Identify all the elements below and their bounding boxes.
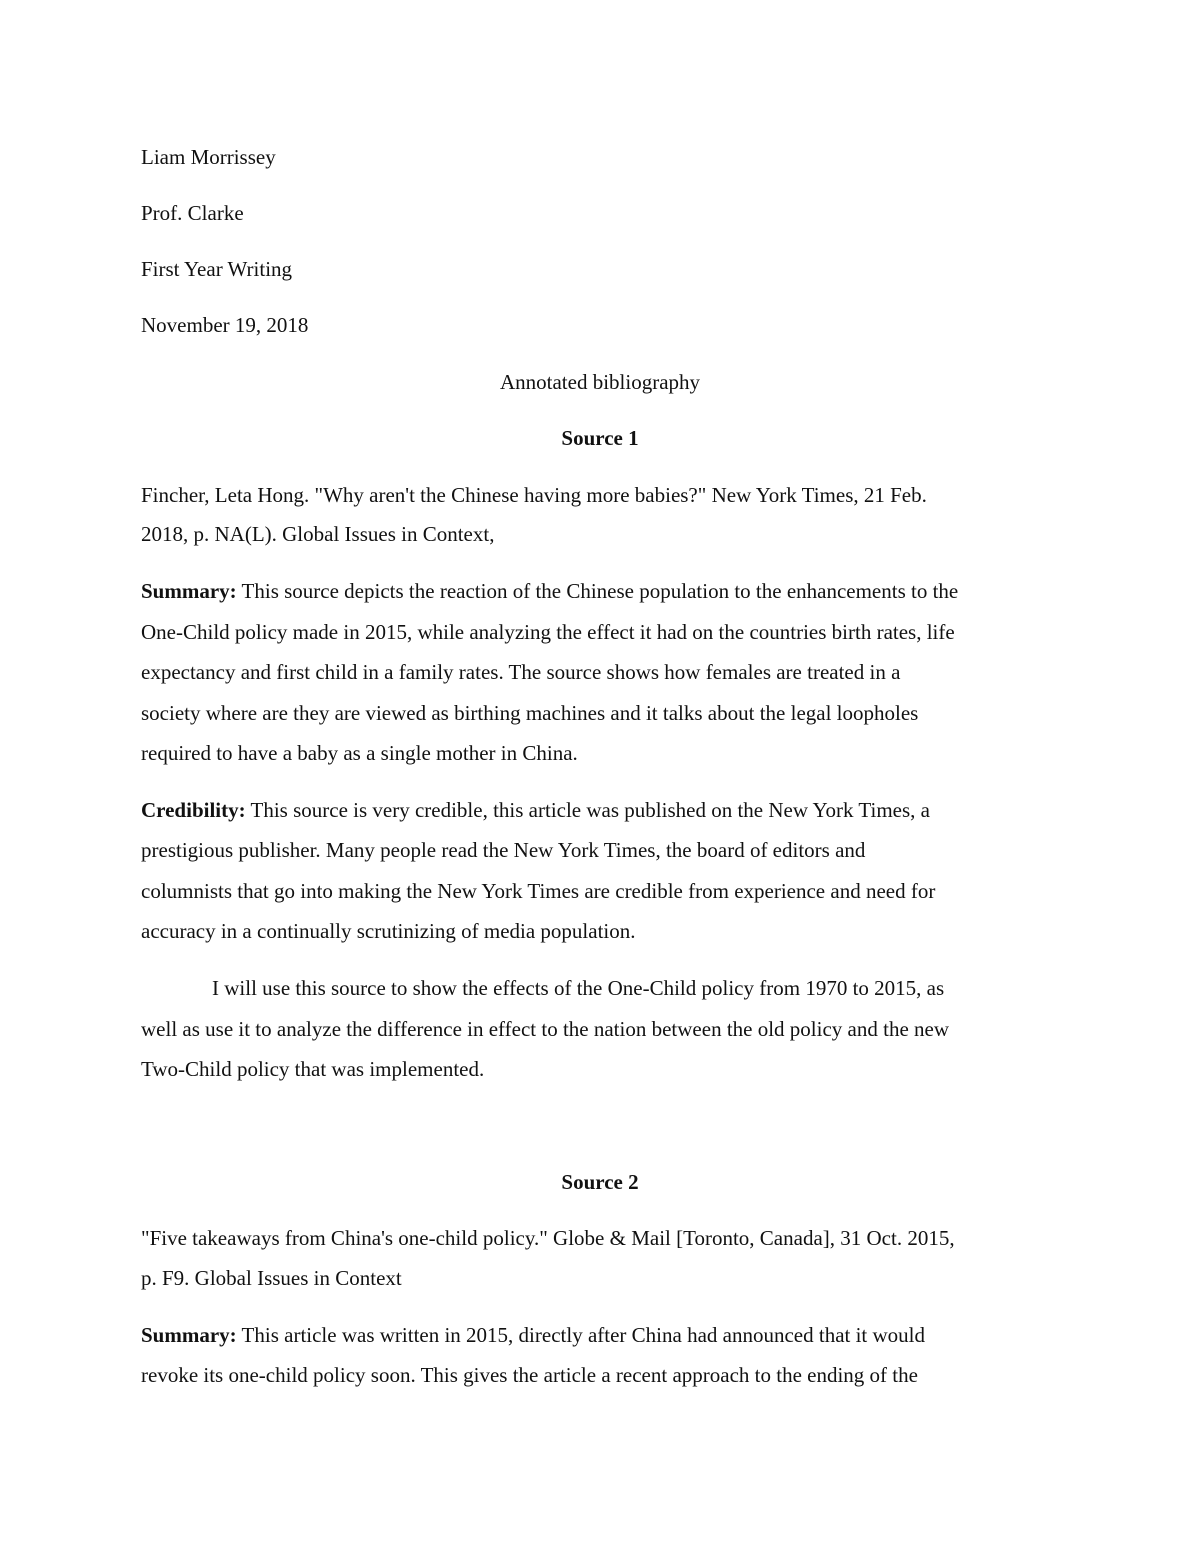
- source-1-heading: Source 1: [561, 426, 639, 450]
- document-title: Annotated bibliography: [499, 370, 701, 394]
- source-1-citation-line: 2018, p. NA(L). Global Issues in Context,: [141, 522, 495, 546]
- source-2-citation-line: "Five takeaways from China's one-child policy." Globe & Mail [Toronto, Canada], 31 Oct. 2015,: [141, 1226, 955, 1250]
- source-1-credibility-line: [141, 796, 930, 824]
- summary-label: Summary:: [141, 579, 237, 603]
- professor-name: Prof. Clarke: [141, 201, 244, 225]
- source-1-usage-line: I will use this source to show the effects of the One-Child policy from 1970 to 2015, as: [212, 976, 945, 1000]
- credibility-label: Credibility:: [141, 798, 246, 822]
- summary-text: This source depicts the reaction of the Chinese population to the enhancements to the: [236, 579, 959, 603]
- source-1-summary-line: [141, 577, 958, 605]
- source-1-citation-line: Fincher, Leta Hong. "Why aren't the Chinese having more babies?" New York Times, 21 Feb.: [141, 483, 927, 507]
- source-1-usage-line: well as use it to analyze the difference in effect to the nation between the old policy and the new: [141, 1017, 950, 1041]
- source-1-credibility-line: columnists that go into making the New York Times are credible from experience and need for: [141, 879, 936, 903]
- source-1-credibility-line: prestigious publisher. Many people read the New York Times, the board of editors and: [141, 838, 866, 862]
- student-name: Liam Morrissey: [141, 145, 276, 169]
- source-1-usage-line: Two-Child policy that was implemented.: [141, 1057, 485, 1081]
- source-1-summary-line: One-Child policy made in 2015, while analyzing the effect it had on the countries birth rates, life: [141, 620, 955, 644]
- summary-label: Summary:: [141, 1323, 237, 1347]
- source-2-citation-line: p. F9. Global Issues in Context: [141, 1266, 402, 1290]
- summary-text: This article was written in 2015, directly after China had announced that it would: [236, 1323, 926, 1347]
- source-1-credibility-line: accuracy in a continually scrutinizing of media population.: [141, 919, 636, 943]
- source-1-summary-line: society where are they are viewed as birthing machines and it talks about the legal loopholes: [141, 701, 919, 725]
- course-name: First Year Writing: [141, 257, 293, 281]
- source-2-summary-line: revoke its one-child policy soon. This gives the article a recent approach to the ending of the: [141, 1363, 918, 1387]
- source-2-heading: Source 2: [561, 1170, 639, 1194]
- source-2-summary-line: [141, 1321, 925, 1349]
- document-date: November 19, 2018: [141, 313, 309, 337]
- credibility-text: This source is very credible, this article was published on the New York Times, a: [245, 798, 930, 822]
- source-1-summary-line: expectancy and first child in a family rates. The source shows how females are treated in a: [141, 660, 901, 684]
- source-1-summary-line: required to have a baby as a single mother in China.: [141, 741, 578, 765]
